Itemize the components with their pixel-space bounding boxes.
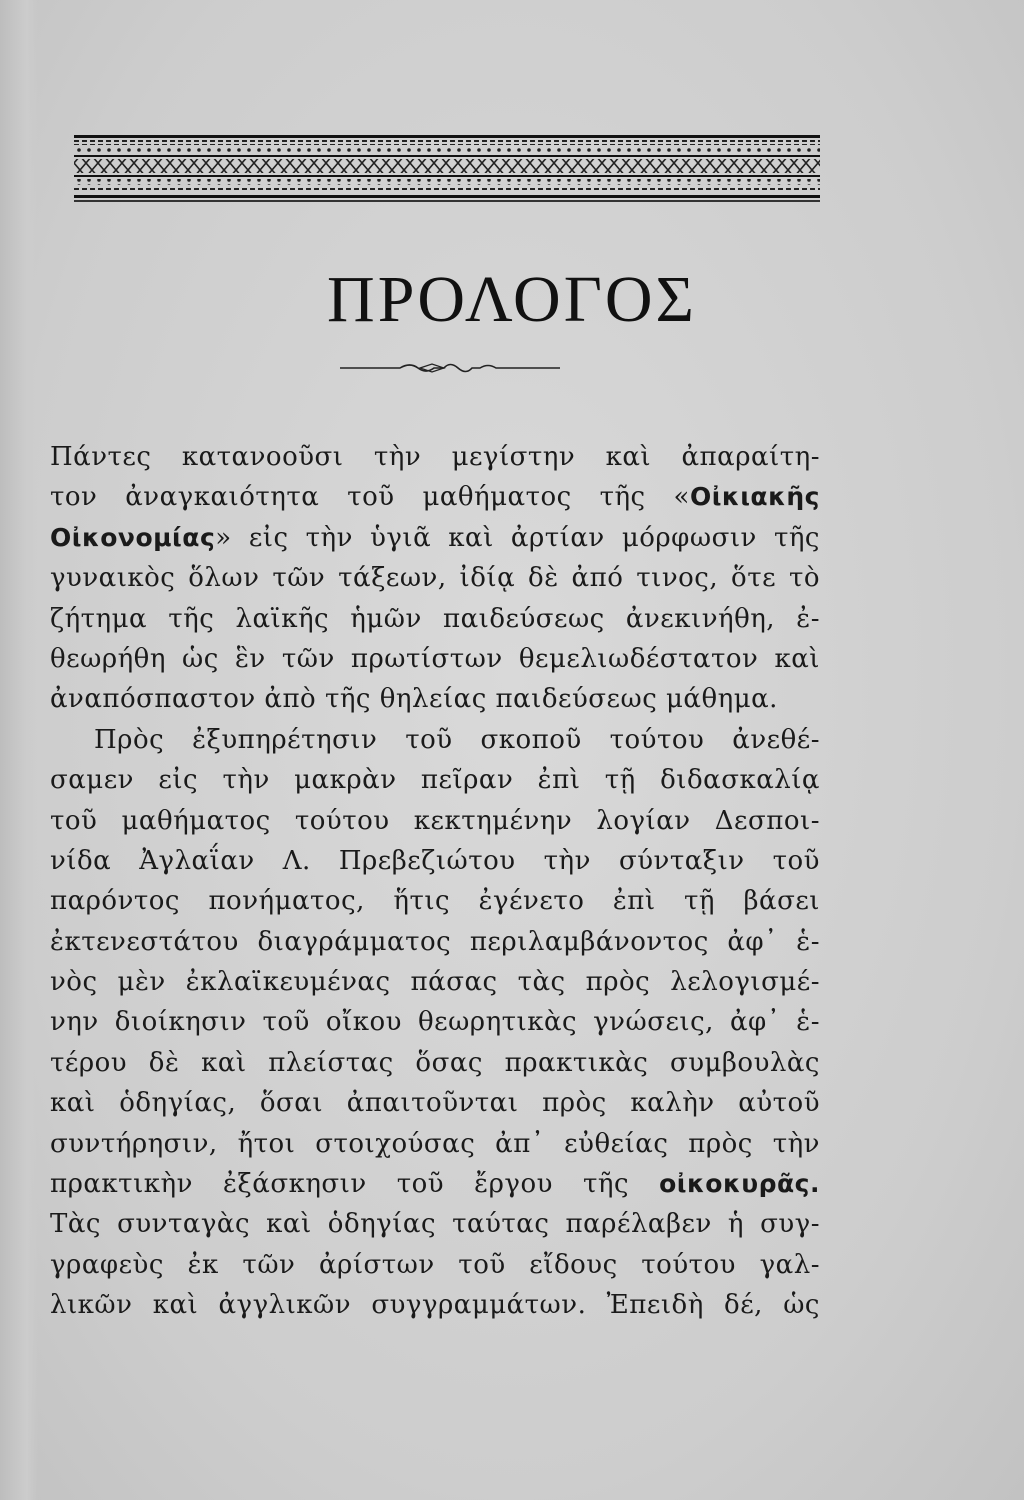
text-line-3: Οἰκονομίας» εἰς τὴν ὑγιᾶ καὶ ἀρτίαν μόρφωσιν τῆς [50, 522, 820, 553]
bold-term-oikokyras: οἰκοκυρᾶς. [659, 1169, 820, 1199]
text-line-9: σαμεν εἰς τὴν μακρὰν πεῖραν ἐπὶ τῇ διδασκαλίᾳ [50, 765, 820, 796]
page-binding-shadow [0, 0, 38, 1500]
text-line-6: θεωρήθη ὡς ἓν τῶν πρωτίστων θεμελιωδέστατον καὶ [50, 643, 820, 674]
text-line-17: καὶ ὁδηγίας, ὅσαι ἀπαιτοῦνται πρὸς καλὴν αὐτοῦ [50, 1088, 820, 1119]
preface-text [50, 437, 820, 1326]
page-title: ΠΡΟΛΟΓΟΣ [327, 263, 697, 336]
title-flourish [340, 358, 560, 378]
text-line-13: ἐκτενεστάτου διαγράμματος περιλαμβάνοντος ἀφ᾽ ἑ- [50, 926, 820, 957]
text-line-5: ζήτημα τῆς λαϊκῆς ἡμῶν παιδεύσεως ἀνεκινήθη, ἐ- [50, 603, 820, 634]
text-line-4: γυναικὸς ὅλων τῶν τάξεων, ἰδίᾳ δὲ ἀπό τινος, ὅτε τὸ [50, 563, 820, 594]
text-line-21: γραφεὺς ἐκ τῶν ἀρίστων τοῦ εἴδους τούτου γαλ- [50, 1249, 820, 1280]
bold-term-oikiakis: Οἰκιακῆς [689, 482, 820, 512]
text-line-15: νην διοίκησιν τοῦ οἴκου θεωρητικὰς γνώσεις, ἀφ᾽ ἑ- [50, 1007, 820, 1038]
text-line-12: παρόντος πονήματος, ἥτις ἐγένετο ἐπὶ τῇ βάσει [50, 886, 820, 917]
text-line-14: νὸς μὲν ἐκλαϊκευμένας πάσας τὰς πρὸς λελογισμέ- [50, 967, 820, 998]
bold-term-oikonomias: Οἰκονομίας [50, 522, 216, 552]
text-line-22: λικῶν καὶ ἀγγλικῶν συγγραμμάτων. Ἐπειδὴ δέ, ὡς [50, 1290, 820, 1321]
text-line-7: ἀναπόσπαστον ἀπὸ τῆς θηλείας παιδεύσεως μάθημα. [50, 684, 778, 715]
text-line-8: Πρὸς ἐξυπηρέτησιν τοῦ σκοποῦ τούτου ἀνεθέ- [94, 724, 820, 755]
text-line-16: τέρου δὲ καὶ πλείστας ὅσας πρακτικὰς συμβουλὰς [50, 1047, 820, 1078]
text-line-18: συντήρησιν, ἤτοι στοιχούσας ἀπ᾽ εὐθείας πρὸς τὴν [50, 1128, 820, 1159]
decorative-header-band [74, 135, 820, 205]
text-line-20: Τὰς συνταγὰς καὶ ὁδηγίας ταύτας παρέλαβεν ἡ συγ- [50, 1209, 820, 1240]
text-line-10: τοῦ μαθήματος τούτου κεκτημένην λογίαν Δεσποι- [50, 805, 820, 836]
text-line-2: τον ἀναγκαιότητα τοῦ μαθήματος τῆς «Οἰκιακῆς [50, 482, 820, 513]
text-line-19: πρακτικὴν ἐξάσκησιν τοῦ ἔργου τῆς οἰκοκυρᾶς. [50, 1169, 820, 1200]
text-line-1: Πάντες κατανοοῦσι τὴν μεγίστην καὶ ἀπαραίτη- [50, 442, 820, 472]
text-line-11: νίδα Ἀγλαΐαν Λ. Πρεβεζιώτου τὴν σύνταξιν τοῦ [50, 845, 820, 876]
